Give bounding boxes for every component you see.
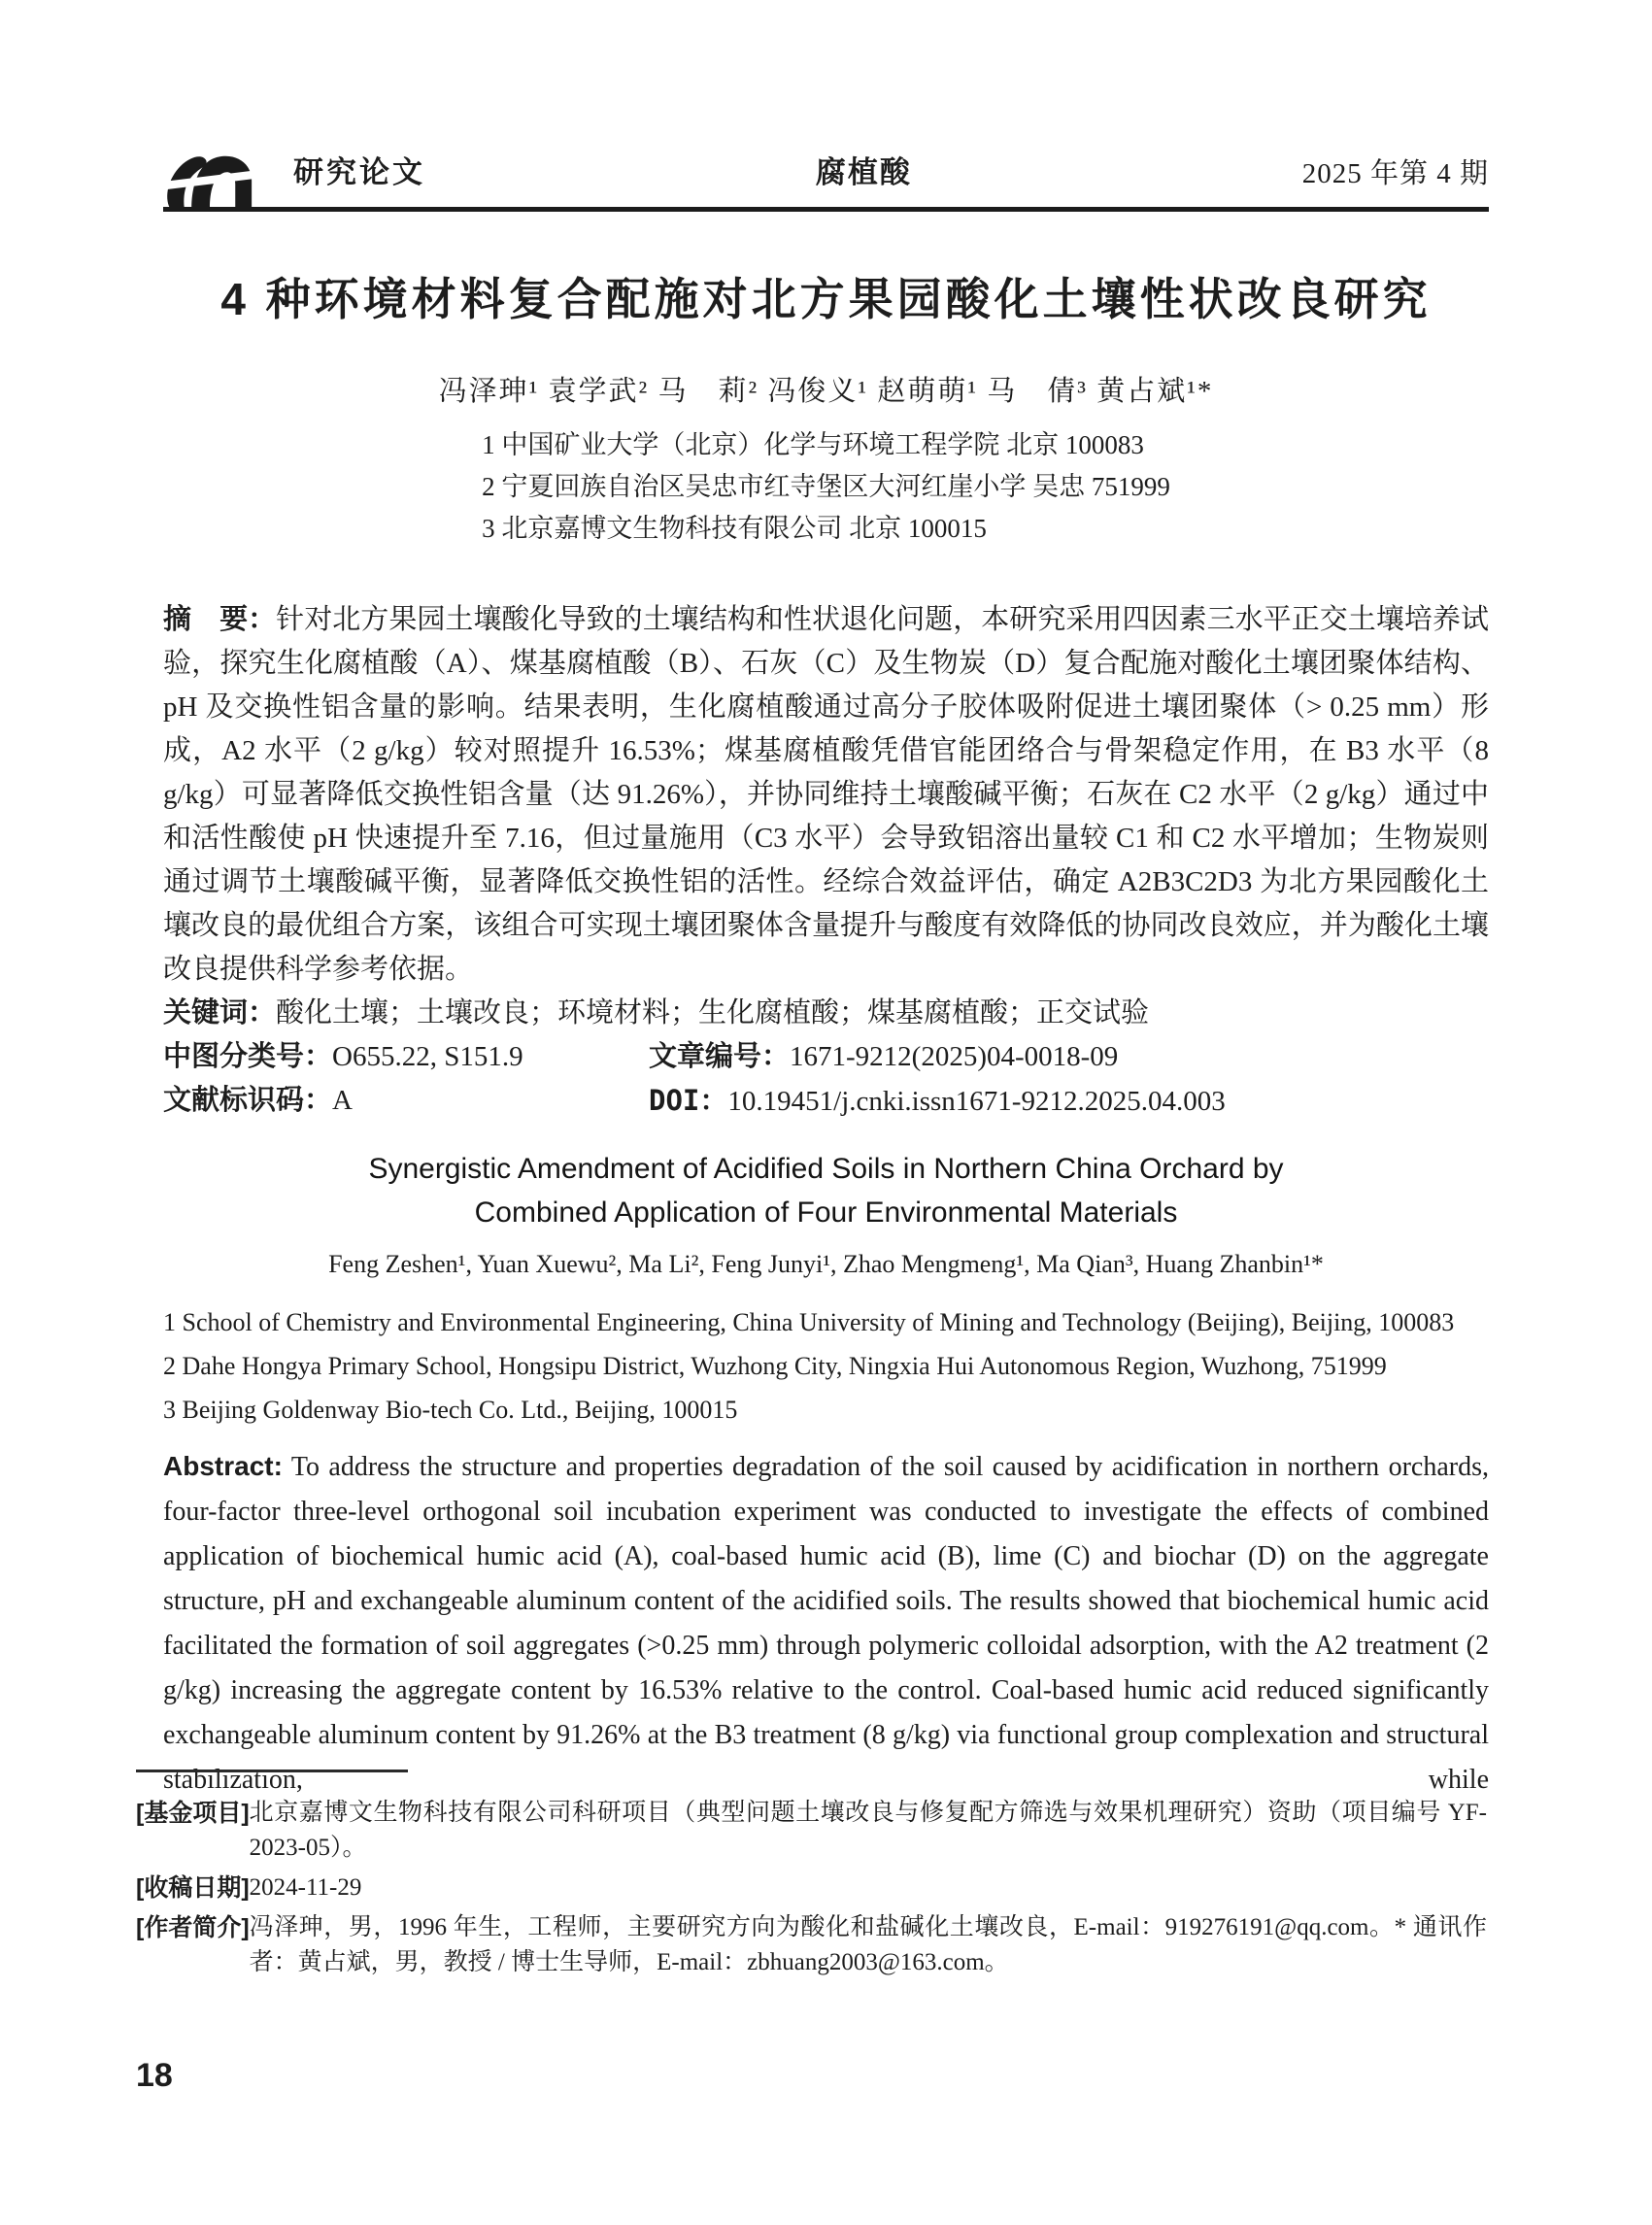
- clc-value: O655.22, S151.9: [332, 1041, 523, 1072]
- abstract-en: [163, 1444, 1489, 1803]
- article-title-en-line1: Synergistic Amendment of Acidified Soils in Northern China Orchard by: [368, 1153, 1284, 1185]
- authors-cn: 冯泽珅¹ 袁学武² 马 莉² 冯俊义¹ 赵萌萌¹ 马 倩³ 黄占斌¹*: [438, 376, 1214, 407]
- keywords-cn-label: 关键词：: [163, 997, 277, 1028]
- journal-logo-icon: [163, 150, 256, 208]
- affiliation-cn-2: 2 宁夏回族自治区吴忠市红寺堡区大河红崖小学 吴忠 751999: [482, 472, 1170, 501]
- abstract-en-text: To address the structure and properties degradation of the soil caused by acidification in northern orchards, four-factor three-level orthogonal soil incubation experiment was conducted to investigate the effects of combined application of biochemical humic acid (A), coal-based humic acid (B), lime (C) and biochar (D) on the aggregate structure, pH and exchangeable aluminum content of the acidified soils. The results showed that biochemical humic acid facilitated the formation of soil aggregates (>0.25 mm) through polymeric colloidal adsorption, with the A2 treatment (2 g/kg) increasing the aggregate content by 16.53% relative to the control. Coal-based humic acid reduced significantly exchangeable aluminum content by 91.26% at the B3 treatment (8 g/kg) via functional group complexation and structural stabilization, while: [163, 1452, 1489, 1795]
- keywords-cn: [163, 992, 1489, 1035]
- footnote-received-date: [136, 1871, 1487, 1905]
- affiliation-cn-3: 3 北京嘉博文生物科技有限公司 北京 100015: [482, 514, 987, 543]
- abstract-en-label: Abstract:: [163, 1451, 283, 1481]
- footnote-funding: [136, 1796, 1487, 1866]
- affiliations-cn: [482, 424, 1170, 550]
- abstract-cn-text: 针对北方果园土壤酸化导致的土壤结构和性状退化问题，本研究采用四因素三水平正交土壤培养试验，探究生化腐植酸（A）、煤基腐植酸（B）、石灰（C）及生物炭（D）复合配施对酸化土壤团聚体结构、pH 及交换性铝含量的影响。结果表明，生化腐植酸通过高分子胶体吸附促进土壤团聚体（> 0.25 mm）形成，A2 水平（2 g/kg）较对照提升 16.53%；煤基腐植酸凭借官能团络合与骨架稳定作用，在 B3 水平（8 g/kg）可显著降低交换性铝含量（达 91.26%），并协同维持土壤酸碱平衡；石灰在 C2 水平（2 g/kg）通过中和活性酸使 pH 快速提升至 7.16，但过量施用（C3 水平）会导致铝溶出量较 C1 和 C2 水平增加；生物炭则通过调节土壤酸碱平衡，显著降低交换性铝的活性。经综合效益评估，确定 A2B3C2D3 为北方果园酸化土壤改良的最优组合方案，该组合可实现土壤团聚体含量提升与酸度有效降低的协同改良效应，并为酸化土壤改良提供科学参考依据。: [163, 604, 1489, 985]
- footnote-author-bio: [136, 1910, 1487, 1980]
- abstract-cn-label: 摘 要：: [163, 604, 277, 635]
- clc-label: 中图分类号：: [163, 1041, 333, 1072]
- article-title-cn: 4 种环境材料复合配施对北方果园酸化土壤性状改良研究: [220, 274, 1432, 324]
- footnote-funding-text: 北京嘉博文生物科技有限公司科研项目（典型问题土壤改良与修复配方筛选与效果机理研究）资助（项目编号 YF-2023-05）。: [249, 1800, 1487, 1861]
- page-header: [163, 148, 1489, 212]
- doi-value: 10.19451/j.cnki.issn1671-9212.2025.04.003: [727, 1086, 1226, 1117]
- doc-code-label: 文献标识码：: [163, 1085, 333, 1116]
- affiliation-cn-1: 1 中国矿业大学（北京）化学与环境工程学院 北京 100083: [482, 430, 1144, 459]
- abstract-cn: [163, 598, 1489, 992]
- clc-field: [163, 1035, 649, 1079]
- doc-code-value: A: [332, 1085, 353, 1116]
- journal-name: 腐植酸: [815, 155, 912, 189]
- doi-field: [649, 1079, 1489, 1124]
- footnote-received-date-text: 2024-11-29: [249, 1874, 362, 1901]
- article-id-label: 文章编号：: [649, 1041, 791, 1072]
- footnote-area: [136, 1770, 1487, 1985]
- affiliations-en: [163, 1300, 1489, 1432]
- affiliation-en-3: 3 Beijing Goldenway Bio-tech Co. Ltd., Beijing, 100015: [163, 1396, 738, 1424]
- meta-row-doc: [163, 1079, 1489, 1124]
- meta-row-classification: [163, 1035, 1489, 1079]
- footnote-funding-label: [基金项目]: [136, 1800, 250, 1827]
- affiliation-en-1: 1 School of Chemistry and Environmental Engineering, China University of Mining and Technology (Beijing), Beijing, 100083: [163, 1308, 1455, 1336]
- page-number: 18: [136, 2057, 173, 2094]
- article-title-en-line2: Combined Application of Four Environmental Materials: [474, 1197, 1178, 1229]
- doi-label: DOI：: [649, 1084, 728, 1117]
- article-title-en: [163, 1147, 1489, 1234]
- article-id-value: 1671-9212(2025)04-0018-09: [790, 1041, 1119, 1072]
- section-label: 研究论文: [293, 155, 425, 189]
- doc-code-field: [163, 1079, 649, 1124]
- footnote-divider: [136, 1770, 408, 1772]
- authors-en: Feng Zeshen¹, Yuan Xuewu², Ma Li², Feng Junyi¹, Zhao Mengmeng¹, Ma Qian³, Huang Zhanbin¹*: [328, 1250, 1324, 1278]
- footnote-received-date-label: [收稿日期]: [136, 1874, 250, 1902]
- affiliation-en-2: 2 Dahe Hongya Primary School, Hongsipu District, Wuzhong City, Ningxia Hui Autonomous Region, Wuzhong, 751999: [163, 1352, 1387, 1380]
- footnote-author-bio-text: 冯泽珅，男，1996 年生，工程师，主要研究方向为酸化和盐碱化土壤改良，E-mail：919276191@qq.com。* 通讯作者：黄占斌，男，教授 / 博士生导师，E-mail：zbhuang2003@163.com。: [249, 1914, 1487, 1975]
- article-id-field: [649, 1035, 1489, 1079]
- keywords-cn-text: 酸化土壤；土壤改良；环境材料；生化腐植酸；煤基腐植酸；正交试验: [276, 997, 1150, 1028]
- footnote-author-bio-label: [作者简介]: [136, 1914, 250, 1941]
- issue-label: 2025 年第 4 期: [1301, 158, 1489, 189]
